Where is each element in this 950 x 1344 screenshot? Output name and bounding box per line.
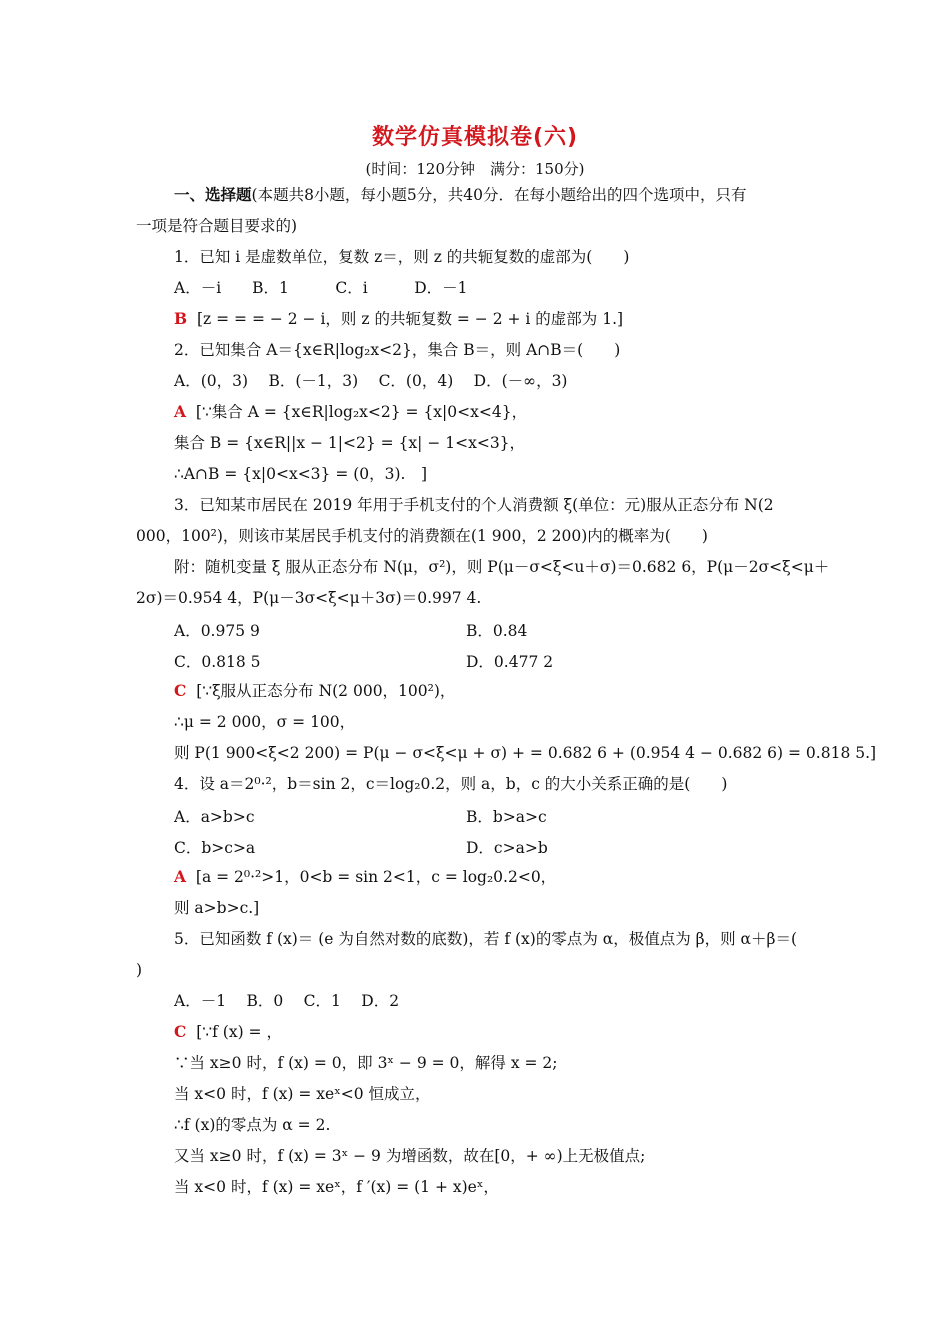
question-3-option-d: D．0.477 2 <box>466 653 554 671</box>
question-5-solution-line-4: ∴f (x)的零点为 α = 2. <box>174 1116 331 1134</box>
question-5-solution <box>174 1022 816 1042</box>
question-4-option-b: B．b>a>c <box>466 808 547 826</box>
page-title: 数学仿真模拟卷(六) <box>371 125 579 150</box>
question-2-solution <box>174 402 816 422</box>
question-5-solution-line-3: 当 x<0 时，f (x) = xeˣ<0 恒成立， <box>174 1085 431 1103</box>
solution-text: [∵f (x) = ， <box>196 1023 282 1041</box>
question-3-stem: 3．已知某市居民在 2019 年用于手机支付的个人消费额 ξ(单位：元)服从正态分布 N(2 <box>174 496 774 514</box>
section-description-cont: 一项是符合题目要求的) <box>136 217 298 235</box>
answer-label: A <box>174 867 187 886</box>
answer-label: B <box>174 309 188 328</box>
question-2-solution-line-3: ∴A∩B = {x|0<x<3} = (0，3). ] <box>174 465 428 483</box>
question-3-solution-line-2: ∴μ = 2 000，σ = 100， <box>174 713 356 731</box>
answer-label: C <box>174 1022 187 1041</box>
question-3-note-cont: 2σ)＝0.954 4，P(μ－3σ<ξ<μ＋3σ)＝0.997 4. <box>136 589 482 607</box>
question-2-options: A．(0，3) B．(－1，3) C．(0，4) D．(－∞，3) <box>174 372 568 390</box>
question-3-stem-cont: 000，100²)，则该市某居民手机支付的消费额在(1 900，2 200)内的概率为( ) <box>136 527 708 545</box>
answer-label: A <box>174 402 187 421</box>
section-heading-line <box>174 185 816 205</box>
solution-text: [∵ξ服从正态分布 N(2 000，100²)， <box>196 682 456 700</box>
question-5-stem: 5．已知函数 f (x)＝ (e 为自然对数的底数)，若 f (x)的零点为 α，极值点为 β，则 α＋β＝( <box>174 930 798 948</box>
question-4-option-a: A．a>b>c <box>174 808 255 826</box>
solution-text: [∵集合 A = {x∈R|log₂x<2} = {x|0<x<4}， <box>195 403 528 421</box>
question-2-solution-line-2: 集合 B = {x∈R||x − 1|<2} = {x| − 1<x<3}， <box>174 434 526 452</box>
question-3-solution-line-3: 则 P(1 900<ξ<2 200) = P(μ − σ<ξ<μ + σ) + = 0.682 6 + (0.954 4 − 0.682 6) = 0.818 5.] <box>174 744 877 762</box>
question-3-note: 附：随机变量 ξ 服从正态分布 N(μ，σ²)，则 P(μ－σ<ξ<u＋σ)＝0.682 6，P(μ－2σ<ξ<μ＋ <box>174 558 830 576</box>
question-5-solution-line-2: ∵当 x≥0 时，f (x) = 0，即 3ˣ − 9 = 0，解得 x = 2; <box>174 1054 558 1072</box>
question-3-option-c: C．0.818 5 <box>174 653 261 671</box>
question-1-stem: 1．已知 i 是虚数单位，复数 z＝，则 z 的共轭复数的虚部为( ) <box>174 248 630 266</box>
question-5-solution-line-6: 当 x<0 时，f (x) = xeˣ，f ′(x) = (1 + x)eˣ， <box>174 1178 499 1196</box>
question-5-options: A．－1 B．0 C．1 D．2 <box>174 992 400 1010</box>
question-5-solution-line-5: 又当 x≥0 时，f (x) = 3ˣ − 9 为增函数，故在[0，+ ∞)上无极值点; <box>174 1147 646 1165</box>
question-4-option-d: D．c>a>b <box>466 839 548 857</box>
section-heading: 一、选择题 <box>174 185 252 204</box>
question-3-option-a: A．0.975 9 <box>174 622 260 640</box>
question-4-stem: 4．设 a＝2⁰·²，b＝sin 2，c＝log₂0.2，则 a，b，c 的大小关系正确的是( ) <box>174 775 728 793</box>
section-description: (本题共8小题，每小题5分，共40分．在每小题给出的四个选项中，只有 <box>251 186 747 204</box>
question-1-options: A．－i B．1 C．i D．－1 <box>174 279 468 297</box>
question-4-solution <box>174 867 816 887</box>
question-2-stem: 2．已知集合 A＝{x∈R|log₂x<2}，集合 B＝，则 A∩B＝( ) <box>174 341 621 359</box>
question-4-solution-line-2: 则 a>b>c.] <box>174 899 260 917</box>
solution-text: [z = = = − 2 − i，则 z 的共轭复数 = − 2 + i 的虚部为 1.] <box>196 310 624 328</box>
answer-label: C <box>174 681 187 700</box>
question-3-option-b: B．0.84 <box>466 622 528 640</box>
question-5-stem-cont: ) <box>136 961 143 979</box>
solution-text: [a = 2⁰·²>1，0<b = sin 2<1，c = log₂0.2<0， <box>195 868 557 886</box>
question-1-solution <box>174 309 816 329</box>
question-4-option-c: C．b>c>a <box>174 839 256 857</box>
question-3-solution <box>174 681 816 701</box>
exam-info: (时间：120分钟 满分：150分) <box>365 160 585 178</box>
